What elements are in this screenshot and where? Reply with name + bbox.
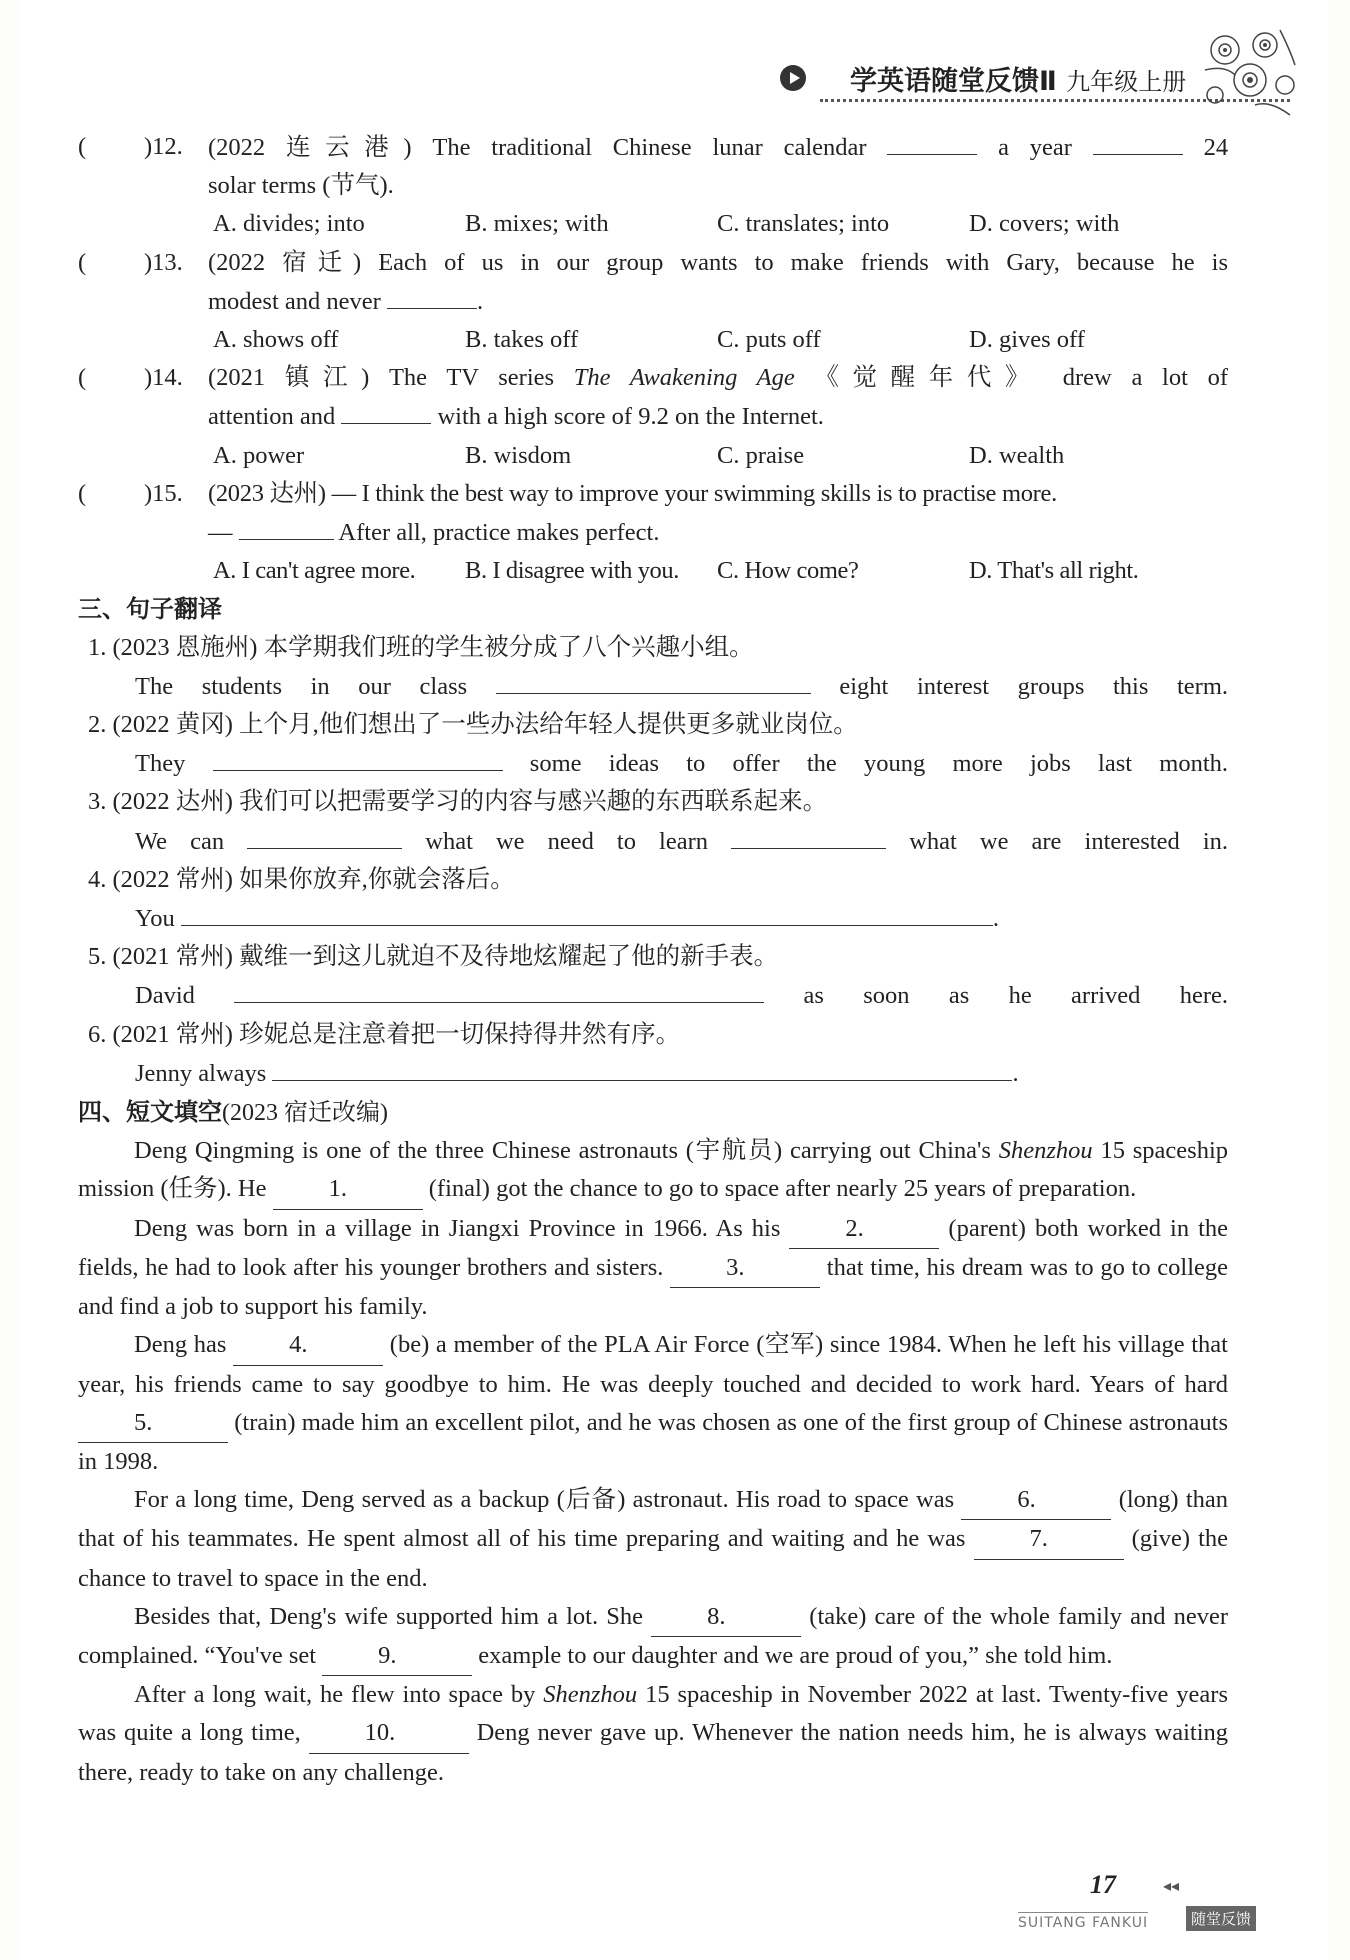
question-14-options xyxy=(78,437,1228,475)
option-c[interactable]: C. How come? xyxy=(717,557,859,585)
translation-blank[interactable] xyxy=(496,667,811,694)
translation-6: 6. (2021 常州) 珍妮总是注意着把一切保持得井然有序。 Jenny always . xyxy=(88,1020,1019,1087)
answer-blank[interactable] xyxy=(1093,128,1183,155)
passage-blank-2[interactable]: 2. xyxy=(789,1210,939,1249)
answer-blank[interactable] xyxy=(887,128,977,155)
translation-4: 4. (2022 常州) 如果你放弃,你就会落后。 You . xyxy=(88,865,999,933)
translation-3: 3. (2022 达州) 我们可以把需要学习的内容与感兴趣的东西联系起来。 We can what we need to learn what we are interested in. xyxy=(88,788,1228,855)
passage-blank-7[interactable]: 7. xyxy=(974,1520,1124,1559)
section-3-title: 三、句子翻译 xyxy=(78,595,222,624)
passage-blank-8[interactable]: 8. xyxy=(651,1598,801,1637)
passage-blank-5[interactable]: 5. xyxy=(78,1404,228,1443)
question-source: (2022 连云港) xyxy=(208,134,412,161)
question-number: )13. xyxy=(144,248,183,276)
answer-paren[interactable]: ( xyxy=(78,364,87,392)
passage-blank-10[interactable]: 10. xyxy=(309,1714,469,1753)
passage-paragraph-1: Deng Qingming is one of the three Chinese astronauts (宇航员) carrying out China's Shenzhou 15 spaceship mission (任务). He 1. (final) got the chance to go to space after nearly 25 years of preparation. xyxy=(78,1132,1228,1209)
translation-blank[interactable] xyxy=(213,744,503,771)
question-number: )15. xyxy=(144,479,183,507)
passage-paragraph-6: After a long wait, he flew into space by Shenzhou 15 spaceship in November 2022 at last. Twenty-five years was quite a long time, 10. Deng never gave up. Whenever the nation needs him, he is always waiting there, ready to take on any challenge. xyxy=(78,1681,1229,1786)
passage-blank-1[interactable]: 1. xyxy=(273,1170,423,1209)
question-14: ( )14. (2021 镇江) The TV series The Awakening Age 《觉醒年代》 drew a lot of attention and with a high score of 9.2 on the Internet. xyxy=(78,359,1228,436)
passage-paragraph-2: Deng was born in a village in Jiangxi Province in 1966. As his 2. (parent) both worked in the fields, he had to look after his younger brothers and sisters. 3. that time, his dream was to go to college and find a job to support his family. xyxy=(78,1210,1228,1327)
passage-paragraph-5: Besides that, Deng's wife supported him a lot. She 8. (take) care of the whole family and never complained. “You've set 9. example to our daughter and we are proud of you,” she told him. xyxy=(78,1598,1228,1676)
option-a[interactable]: A. shows off xyxy=(213,326,339,354)
footer-badge: 随堂反馈 xyxy=(1186,1906,1256,1931)
option-a[interactable]: A. divides; into xyxy=(213,210,365,238)
translation-5: 5. (2021 常州) 戴维一到这儿就迫不及待地炫耀起了他的新手表。 David as soon as he arrived here. xyxy=(88,943,1229,1010)
option-a[interactable]: A. power xyxy=(213,441,305,469)
translation-blank[interactable] xyxy=(731,822,886,849)
answer-blank[interactable] xyxy=(341,397,431,424)
question-source: (2023 达州) xyxy=(208,479,326,507)
question-13-options xyxy=(78,321,1228,359)
passage-blank-9[interactable]: 9. xyxy=(322,1637,472,1676)
option-d[interactable]: D. wealth xyxy=(969,441,1065,469)
translation-blank[interactable] xyxy=(234,976,764,1003)
translation-blank[interactable] xyxy=(247,822,402,849)
option-b[interactable]: B. wisdom xyxy=(465,441,572,469)
answer-paren[interactable]: ( xyxy=(78,248,87,276)
book-title: 学英语随堂反馈Ⅱ 九年级上册 xyxy=(850,66,1187,97)
translation-1: 1. (2023 恩施州) 本学期我们班的学生被分成了八个兴趣小组。 The students in our class eight interest groups this term. xyxy=(88,633,1229,700)
flower-ornament-icon xyxy=(1195,20,1305,130)
translation-2: 2. (2022 黄冈) 上个月,他们想出了一些办法给年轻人提供更多就业岗位。 They some ideas to offer the young more jobs last month. xyxy=(88,711,1229,778)
option-d[interactable]: D. gives off xyxy=(969,326,1085,354)
passage-blank-4[interactable]: 4. xyxy=(233,1326,383,1365)
question-source: (2022 宿迁) xyxy=(208,248,362,276)
section-4-title: 四、短文填空(2023 宿迁改编) xyxy=(78,1098,388,1127)
translation-blank[interactable] xyxy=(272,1054,1012,1081)
option-c[interactable]: C. praise xyxy=(717,441,805,469)
question-15: ( )15. (2023 达州) — I think the best way to improve your swimming skills is to practise more. — After all, practice makes perfect. xyxy=(78,475,1228,552)
footer-brand: SUITANG FANKUI xyxy=(1018,1912,1148,1931)
question-13: ( )13. (2022 宿迁) Each of us in our group wants to make friends with Gary, because he is modest and never . xyxy=(78,244,1228,321)
passage-paragraph-3: Deng has 4. (be) a member of the PLA Air Force (空军) since 1984. When he left his village that year, his friends came to say goodbye to him. He was deeply touched and decided to work hard. Years of hard 5. (train) made him an excellent pilot, and he was chosen as one of the first group of Chinese astronauts in 1998. xyxy=(78,1326,1228,1481)
translation-blank[interactable] xyxy=(181,899,993,926)
answer-paren[interactable]: ( xyxy=(78,479,87,507)
passage-paragraph-4: For a long time, Deng served as a backup (后备) astronaut. His road to space was 6. (long) than that of his teammates. He spent almost all of his time preparing and waiting and he was 7. (give) the chance to travel to space in the end. xyxy=(78,1481,1228,1598)
option-b[interactable]: B. I disagree with you. xyxy=(465,557,679,585)
question-12-options xyxy=(78,205,1228,243)
answer-blank[interactable] xyxy=(239,513,334,540)
answer-blank[interactable] xyxy=(387,282,477,309)
passage-blank-3[interactable]: 3. xyxy=(670,1249,820,1288)
question-15-options xyxy=(78,552,1228,590)
worksheet-content xyxy=(78,128,1228,1792)
arrow-left-icon: ◂◂ xyxy=(1163,1878,1180,1895)
answer-paren[interactable]: ( xyxy=(78,133,87,160)
option-d[interactable]: D. That's all right. xyxy=(969,557,1139,585)
question-number: )12. xyxy=(144,133,183,160)
question-number: )14. xyxy=(144,364,183,392)
question-source: (2021 镇江) xyxy=(208,364,370,392)
play-icon xyxy=(780,65,806,91)
question-12: ( )12. (2022 连云港) The traditional Chinese lunar calendar a year 24 solar terms (节气). xyxy=(78,128,1228,205)
option-b[interactable]: B. mixes; with xyxy=(465,210,609,238)
passage-blank-6[interactable]: 6. xyxy=(961,1481,1111,1520)
page-number: 17 xyxy=(1090,1870,1116,1899)
option-d[interactable]: D. covers; with xyxy=(969,210,1120,238)
option-c[interactable]: C. puts off xyxy=(717,326,821,354)
option-b[interactable]: B. takes off xyxy=(465,326,579,354)
option-a[interactable]: A. I can't agree more. xyxy=(213,557,416,585)
option-c[interactable]: C. translates; into xyxy=(717,210,890,238)
